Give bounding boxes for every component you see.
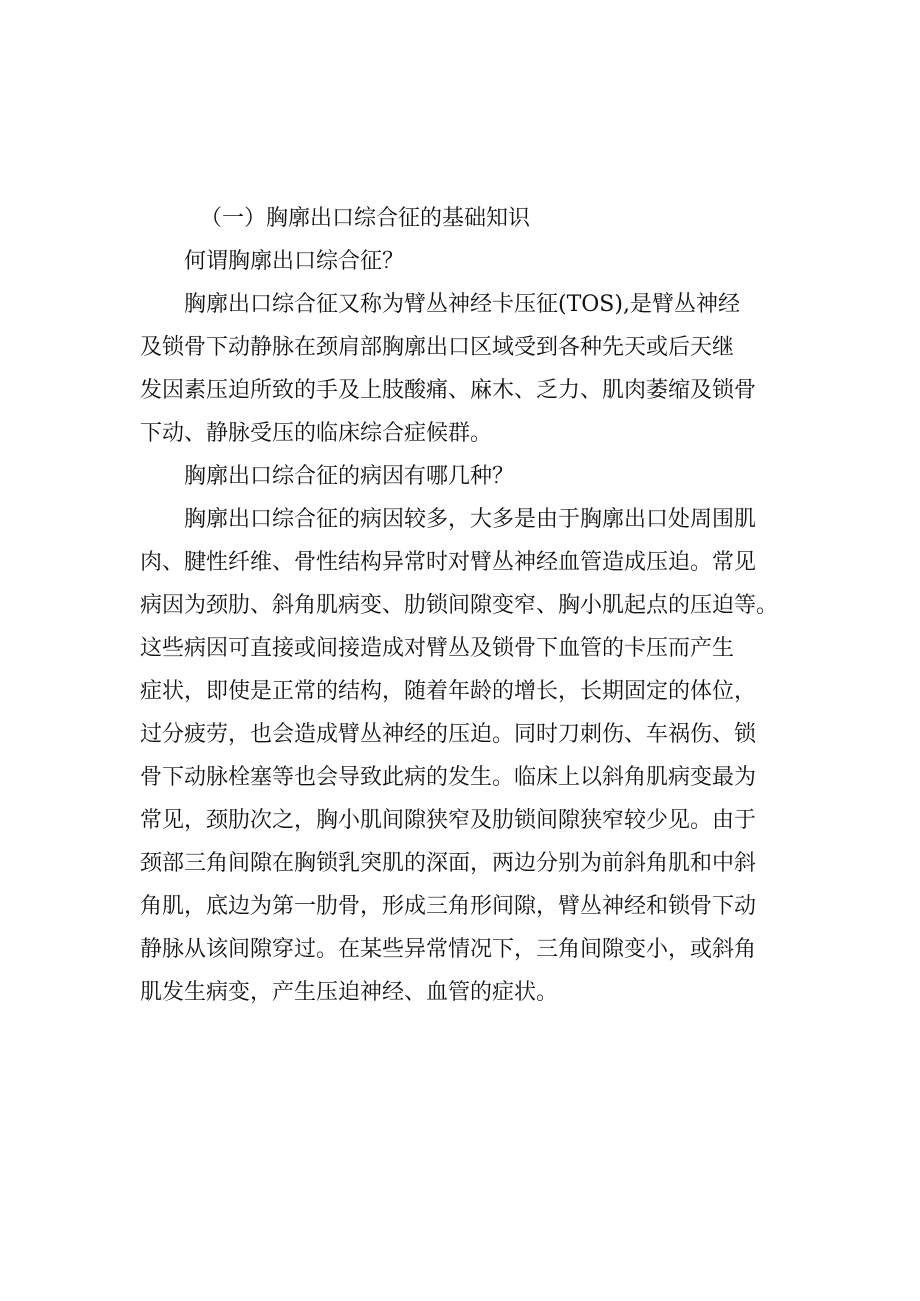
paragraph-line: 常见，颈肋次之，胸小肌间隙狭窄及肋锁间隙狭窄较少见。由于 — [140, 808, 757, 833]
paragraph-definition — [140, 288, 788, 451]
question-heading-causes: 胸廓出口综合征的病因有哪几种？ — [184, 464, 515, 489]
paragraph-line: 发因素压迫所致的手及上肢酸痛、麻木、乏力、肌肉萎缩及锁骨 — [140, 378, 757, 403]
paragraph-causes — [140, 503, 788, 1010]
paragraph-line: 肌发生病变，产生压迫神经、血管的症状。 — [140, 980, 559, 1005]
paragraph-line: 肉、腱性纤维、骨性结构异常时对臂丛神经血管造成压迫。常见 — [140, 550, 757, 575]
paragraph-line: 下动、静脉受压的临床综合症候群。 — [140, 421, 493, 446]
paragraph-line: 骨下动脉栓塞等也会导致此病的发生。临床上以斜角肌病变最为 — [140, 765, 757, 790]
section-heading: （一）胸廓出口综合征的基础知识 — [200, 206, 531, 231]
document-body — [140, 202, 788, 1019]
paragraph-line: 角肌，底边为第一肋骨，形成三角形间隙，臂丛神经和锁骨下动 — [140, 894, 757, 919]
paragraph-line: 颈部三角间隙在胸锁乳突肌的深面，两边分别为前斜角肌和中斜 — [140, 851, 757, 876]
paragraph-line: 症状，即使是正常的结构，随着年龄的增长，长期固定的体位， — [140, 679, 757, 704]
paragraph-line: 及锁骨下动静脉在颈肩部胸廓出口区域受到各种先天或后天继 — [140, 335, 735, 360]
question-heading-definition: 何谓胸廓出口综合征？ — [184, 249, 405, 274]
paragraph-line: 病因为颈肋、斜角肌病变、肋锁间隙变窄、胸小肌起点的压迫等。 — [140, 593, 779, 618]
paragraph-line: 胸廓出口综合征的病因较多，大多是由于胸廓出口处周围肌 — [184, 507, 757, 532]
paragraph-line: 静脉从该间隙穿过。在某些异常情况下，三角间隙变小，或斜角 — [140, 937, 757, 962]
paragraph-line: 胸廓出口综合征又称为臂丛神经卡压征(TOS),是臂丛神经 — [184, 292, 740, 317]
paragraph-line: 这些病因可直接或间接造成对臂丛及锁骨下血管的卡压而产生 — [140, 636, 735, 661]
paragraph-line: 过分疲劳，也会造成臂丛神经的压迫。同时刀刺伤、车祸伤、锁 — [140, 722, 757, 747]
